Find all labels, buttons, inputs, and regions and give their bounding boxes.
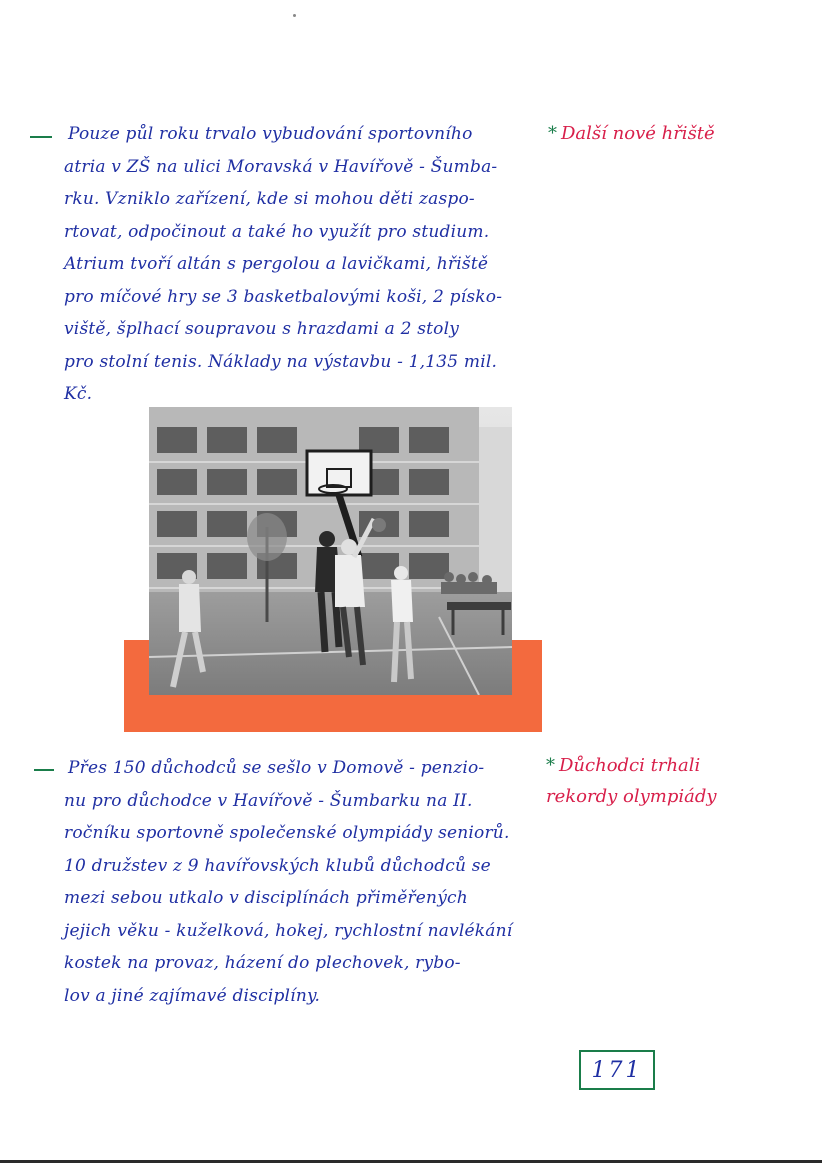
entry-2-line: Přes 150 důchodců se sešlo v Domově - penzio- bbox=[68, 758, 485, 778]
entry-1-line: viště, šplhací soupravou s hrazdami a 2 stoly bbox=[64, 319, 460, 339]
asterisk-marker: * bbox=[546, 755, 555, 776]
entry-1-line: rtovat, odpočinout a také ho využít pro studium. bbox=[64, 221, 490, 242]
entry-dash bbox=[34, 769, 54, 771]
page-bottom-edge bbox=[0, 1160, 822, 1163]
entry-2-line: ročníku sportovně společenské olympiády seniorů. bbox=[64, 823, 510, 843]
entry-1-line: pro míčové hry se 3 basketbalovými koši, 2 písko- bbox=[64, 286, 503, 307]
entry-1-line: pro stolní tenis. Náklady na výstavbu - 1,135 mil. bbox=[64, 351, 498, 372]
page-number-box bbox=[579, 1050, 655, 1090]
margin-note-2-line: Důchodci trhali bbox=[559, 755, 701, 776]
entry-2-line: 10 družstev z 9 havířovských klubů důchodců se bbox=[64, 855, 491, 876]
entry-1-line: rku. Vzniklo zařízení, kde si mohou děti zaspo- bbox=[64, 189, 475, 209]
margin-note-2-line: rekordy olympiády bbox=[546, 786, 717, 807]
entry-1-line: atria v ZŠ na ulici Moravská v Havířově - Šumba- bbox=[64, 156, 498, 177]
entry-2-line: jejich věku - kuželková, hokej, rychlostní navlékání bbox=[64, 920, 513, 941]
basketball-game-photo bbox=[149, 407, 512, 695]
entry-1-line: Pouze půl roku trvalo vybudování sportovního bbox=[68, 124, 473, 144]
entry-1-line: Atrium tvoří altán s pergolou a lavičkami, hřiště bbox=[64, 254, 489, 274]
entry-2-line: lov a jiné zajímavé disciplíny. bbox=[64, 985, 321, 1006]
entry-dash bbox=[30, 136, 52, 138]
margin-note-1-line: Další nové hřiště bbox=[561, 123, 715, 144]
entry-1-line: Kč. bbox=[64, 384, 93, 404]
paper-speck bbox=[293, 14, 296, 17]
entry-2-text bbox=[64, 752, 512, 1012]
page-number: 171 bbox=[591, 1057, 643, 1083]
entry-2-line: nu pro důchodce v Havířově - Šumbarku na II. bbox=[64, 790, 473, 811]
entry-2-line: mezi sebou utkalo v disciplínách přiměřených bbox=[64, 888, 468, 908]
entry-1-text bbox=[64, 118, 502, 411]
margin-note-1 bbox=[548, 118, 715, 149]
margin-note-2 bbox=[546, 750, 717, 812]
entry-2-line: kostek na provaz, házení do plechovek, rybo- bbox=[64, 953, 461, 973]
asterisk-marker: * bbox=[548, 123, 557, 144]
